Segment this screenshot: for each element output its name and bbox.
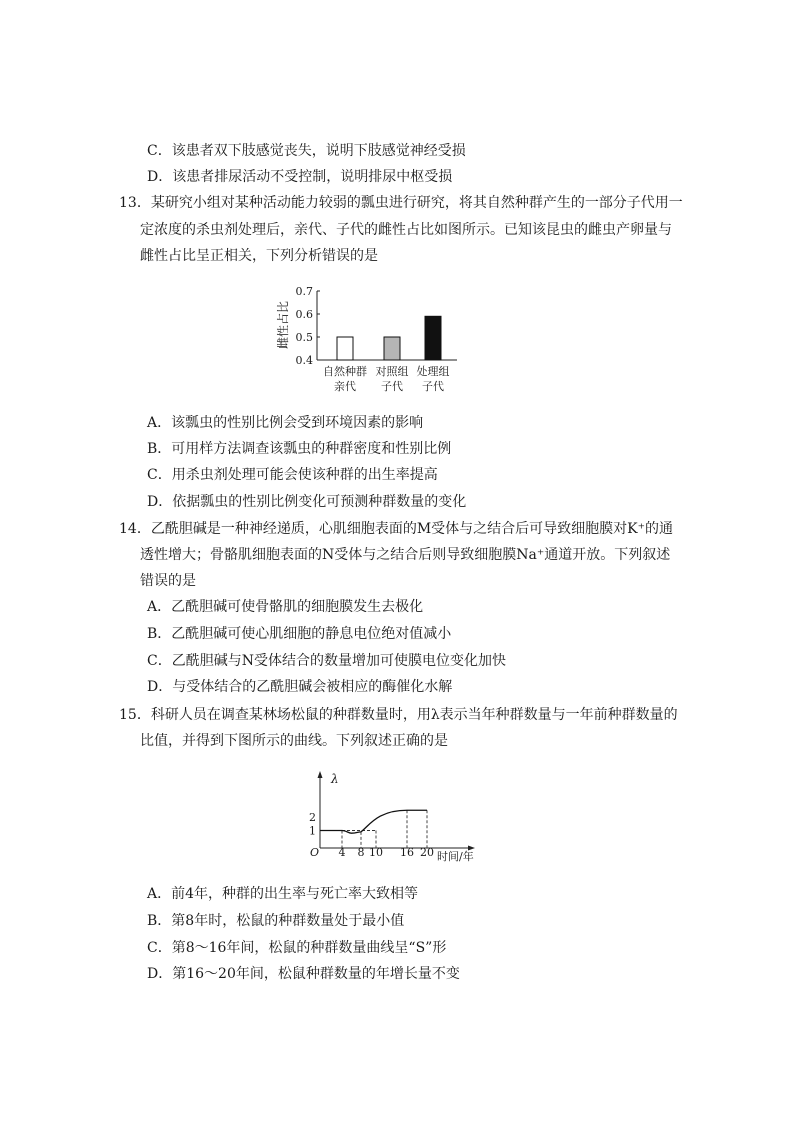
q13-y-axis-label: 雌性占比 bbox=[276, 300, 290, 350]
q12-option-c: C．该患者双下肢感觉丧失，说明下肢感觉神经受损 bbox=[147, 143, 466, 159]
q15-stem-line1: 15．科研人员在调查某林场松鼠的种群数量时，用λ表示当年种群数量与一年前种群数量的 bbox=[119, 707, 678, 723]
q13-x-label: 子代 bbox=[381, 380, 403, 393]
q15-y-tick-label: 2 bbox=[309, 811, 316, 824]
q13-stem-line3: 雌性占比呈正相关，下列分析错误的是 bbox=[140, 248, 378, 264]
q13-stem-line2: 定浓度的杀虫剂处理后，亲代、子代的雌性占比如图所示。已知该昆虫的雌虫产卵量与 bbox=[140, 222, 672, 238]
q13-bar-chart bbox=[275, 283, 475, 398]
q15-line-chart bbox=[303, 768, 485, 866]
q13-bar bbox=[337, 337, 353, 360]
q13-y-tick-label: 0.6 bbox=[295, 308, 313, 321]
q13-option-c: C．用杀虫剂处理可能会使该种群的出生率提高 bbox=[147, 467, 438, 483]
q14-stem-line2: 透性增大；骨骼肌细胞表面的N受体与之结合后则导致细胞膜Na⁺通道开放。下列叙述 bbox=[140, 547, 671, 563]
q14-option-d: D．与受体结合的乙酰胆碱会被相应的酶催化水解 bbox=[147, 679, 453, 695]
q15-option-d: D．第16～20年间，松鼠种群数量的年增长量不变 bbox=[147, 966, 460, 982]
q13-x-label: 处理组 bbox=[416, 365, 450, 378]
q13-bar bbox=[425, 316, 441, 360]
q15-x-tick-label: 10 bbox=[369, 846, 383, 859]
q13-option-d: D．依据瓢虫的性别比例变化可预测种群数量的变化 bbox=[147, 494, 467, 510]
q15-stem-line2: 比值，并得到下图所示的曲线。下列叙述正确的是 bbox=[140, 733, 448, 749]
q12-option-d: D．该患者排尿活动不受控制，说明排尿中枢受损 bbox=[147, 169, 453, 185]
q15-y-arrow bbox=[318, 771, 323, 778]
q15-origin-label: O bbox=[310, 846, 320, 859]
q13-stem-line1: 13．某研究小组对某种活动能力较弱的瓢虫进行研究，将其自然种群产生的一部分子代用一 bbox=[119, 195, 683, 211]
q14-stem-line3: 错误的是 bbox=[140, 573, 196, 589]
q13-x-label: 自然种群 bbox=[323, 365, 367, 378]
q13-y-tick-label: 0.7 bbox=[295, 285, 313, 298]
q15-y-axis-label: λ bbox=[331, 772, 339, 786]
q13-option-a: A．该瓢虫的性别比例会受到环境因素的影响 bbox=[147, 415, 424, 431]
q13-y-tick-label: 0.4 bbox=[295, 354, 313, 367]
q15-x-tick-label: 16 bbox=[400, 846, 414, 859]
q15-y-tick-label: 1 bbox=[309, 824, 316, 838]
q14-option-a: A．乙酰胆碱可使骨骼肌的细胞膜发生去极化 bbox=[147, 599, 424, 615]
q15-x-axis-label: 时间/年 bbox=[437, 850, 474, 863]
q15-x-tick-label: 8 bbox=[357, 846, 365, 859]
q15-option-a: A．前4年，种群的出生率与死亡率大致相等 bbox=[147, 886, 419, 902]
q15-x-tick-label: 4 bbox=[338, 846, 346, 859]
q13-x-label: 亲代 bbox=[334, 380, 356, 393]
q13-x-label: 对照组 bbox=[375, 365, 409, 378]
q15-option-b: B．第8年时，松鼠的种群数量处于最小值 bbox=[147, 913, 405, 929]
q13-bar bbox=[384, 337, 400, 360]
q13-y-tick-label: 0.5 bbox=[295, 331, 313, 344]
q14-option-b: B．乙酰胆碱可使心肌细胞的静息电位绝对值减小 bbox=[147, 626, 452, 642]
q15-option-c: C．第8～16年间，松鼠的种群数量曲线呈“S”形 bbox=[147, 940, 447, 956]
q13-x-label: 子代 bbox=[422, 380, 444, 393]
q15-x-tick-label: 20 bbox=[420, 846, 434, 859]
q14-stem-line1: 14．乙酰胆碱是一种神经递质，心肌细胞表面的M受体与之结合后可导致细胞膜对K⁺的通 bbox=[119, 521, 673, 537]
q13-option-b: B．可用样方法调查该瓢虫的种群密度和性别比例 bbox=[147, 441, 452, 457]
q15-lambda-curve bbox=[320, 810, 427, 833]
q14-option-c: C．乙酰胆碱与N受体结合的数量增加可使膜电位变化加快 bbox=[147, 653, 506, 669]
